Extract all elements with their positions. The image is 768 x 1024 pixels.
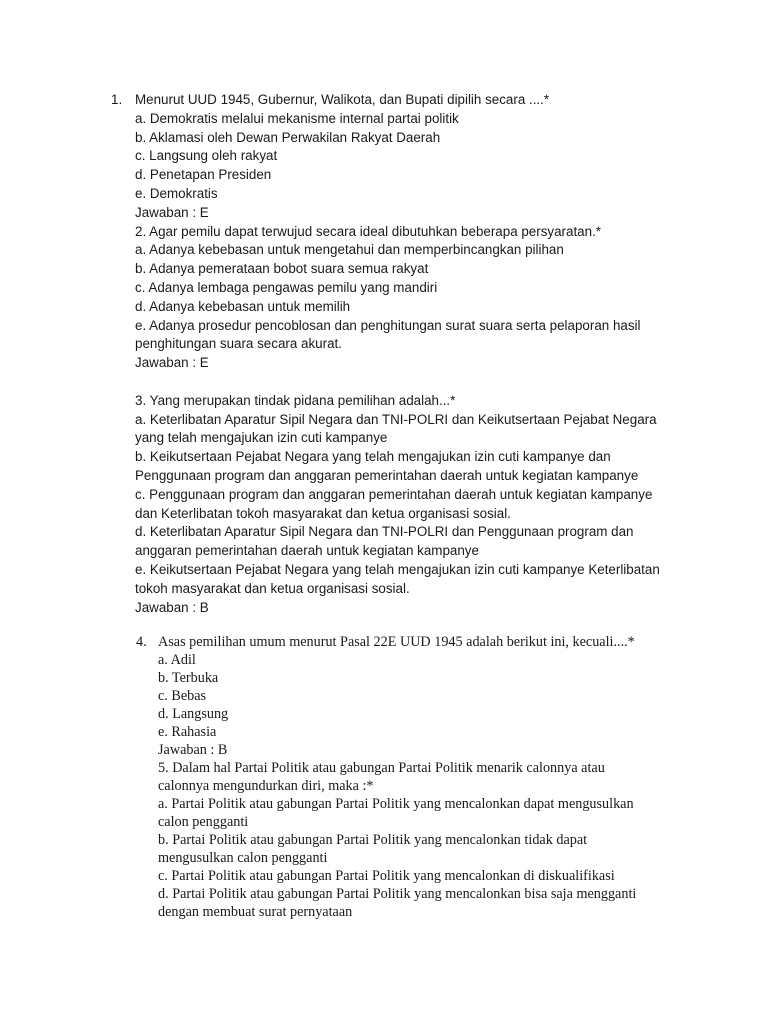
question-5-option-b: b. Partai Politik atau gabungan Partai Politik yang mencalonkan tidak dapat [158, 832, 588, 848]
question-5-option-a-cont: calon pengganti [158, 814, 249, 830]
question-2-option-e: e. Adanya prosedur pencoblosan dan penghitungan surat suara serta pelaporan hasil [135, 317, 641, 333]
question-3-option-e: e. Keikutsertaan Pejabat Negara yang telah mengajukan izin cuti kampanye Keterlibatan [135, 561, 660, 577]
question-4-option-d: d. Langsung [158, 706, 229, 722]
spacer [135, 373, 695, 392]
question-3-option-b: b. Keikutsertaan Pejabat Negara yang telah mengajukan izin cuti kampanye dan [135, 449, 611, 465]
question-3-option-c-cont: dan Keterlibatan tokoh masyarakat dan ketua organisasi sosial. [135, 505, 511, 521]
question-1-answer: Jawaban : E [135, 204, 209, 220]
question-2-text: 2. Agar pemilu dapat terwujud secara ideal dibutuhkan beberapa persyaratan.* [135, 223, 602, 239]
question-1-option-e: e. Demokratis [135, 185, 218, 201]
question-4-option-e: e. Rahasia [158, 724, 217, 740]
question-3-option-a-cont: yang telah mengajukan izin cuti kampanye [135, 430, 388, 446]
question-5-text: 5. Dalam hal Partai Politik atau gabungan Partai Politik menarik calonnya atau [158, 760, 605, 776]
question-4-number: 4. [136, 634, 147, 650]
question-1-option-a: a. Demokratis melalui mekanisme internal partai politik [135, 110, 459, 126]
question-3-option-a: a. Keterlibatan Aparatur Sipil Negara dan TNI-POLRI dan Keikutsertaan Pejabat Negara [135, 411, 657, 427]
question-5-option-a: a. Partai Politik atau gabungan Partai Politik yang mencalonkan dapat mengusulkan [158, 796, 634, 812]
question-3-option-b-cont: Penggunaan program dan anggaran pemerintahan daerah untuk kegiatan kampanye [135, 467, 639, 483]
question-5-text-cont: calonnya mengundurkan diri, maka :* [158, 778, 374, 794]
questions-1-3 [111, 91, 695, 617]
question-3-answer: Jawaban : B [135, 599, 209, 615]
question-5-option-b-cont: mengusulkan calon pengganti [158, 850, 328, 866]
question-2-option-b: b. Adanya pemerataan bobot suara semua rakyat [135, 261, 429, 277]
question-2-option-e-cont: penghitungan suara secara akurat. [135, 336, 342, 352]
question-1-option-c: c. Langsung oleh rakyat [135, 148, 278, 164]
question-3-option-c: c. Penggunaan program dan anggaran pemerintahan daerah untuk kegiatan kampanye [135, 486, 653, 502]
questions-4-5 [136, 633, 698, 921]
question-3-option-e-cont: tokoh masyarakat dan ketua organisasi sosial. [135, 580, 410, 596]
question-4 [136, 633, 698, 651]
question-2-option-d: d. Adanya kebebasan untuk memilih [135, 298, 351, 314]
question-3-option-d-cont: anggaran pemerintahan daerah untuk kegiatan kampanye [135, 543, 479, 559]
question-3-option-d: d. Keterlibatan Aparatur Sipil Negara dan TNI-POLRI dan Penggunaan program dan [135, 524, 634, 540]
question-4-answer: Jawaban : B [158, 742, 228, 758]
question-2-option-a: a. Adanya kebebasan untuk mengetahui dan memperbincangkan pilihan [135, 242, 564, 258]
question-2-option-c: c. Adanya lembaga pengawas pemilu yang mandiri [135, 279, 438, 295]
question-1-number: 1. [111, 92, 123, 107]
question-2-answer: Jawaban : E [135, 355, 209, 371]
question-4-option-c: c. Bebas [158, 688, 207, 704]
question-4-text: Asas pemilihan umum menurut Pasal 22E UUD 1945 adalah berikut ini, kecuali....* [158, 634, 635, 650]
question-1-option-d: d. Penetapan Presiden [135, 167, 272, 183]
question-1-option-b: b. Aklamasi oleh Dewan Perwakilan Rakyat Daerah [135, 129, 441, 145]
question-4-option-a: a. Adil [158, 652, 196, 668]
question-3-text: 3. Yang merupakan tindak pidana pemilihan adalah...* [135, 392, 456, 408]
question-1-text: Menurut UUD 1945, Gubernur, Walikota, dan Bupati dipilih secara ....* [135, 92, 550, 107]
question-5-option-d-cont: dengan membuat surat pernyataan [158, 904, 353, 920]
question-5-option-d: d. Partai Politik atau gabungan Partai Politik yang mencalonkan bisa saja mengganti [158, 886, 637, 902]
question-1 [111, 91, 695, 110]
question-5-option-c: c. Partai Politik atau gabungan Partai Politik yang mencalonkan di diskualifikasi [158, 868, 615, 884]
question-4-option-b: b. Terbuka [158, 670, 219, 686]
